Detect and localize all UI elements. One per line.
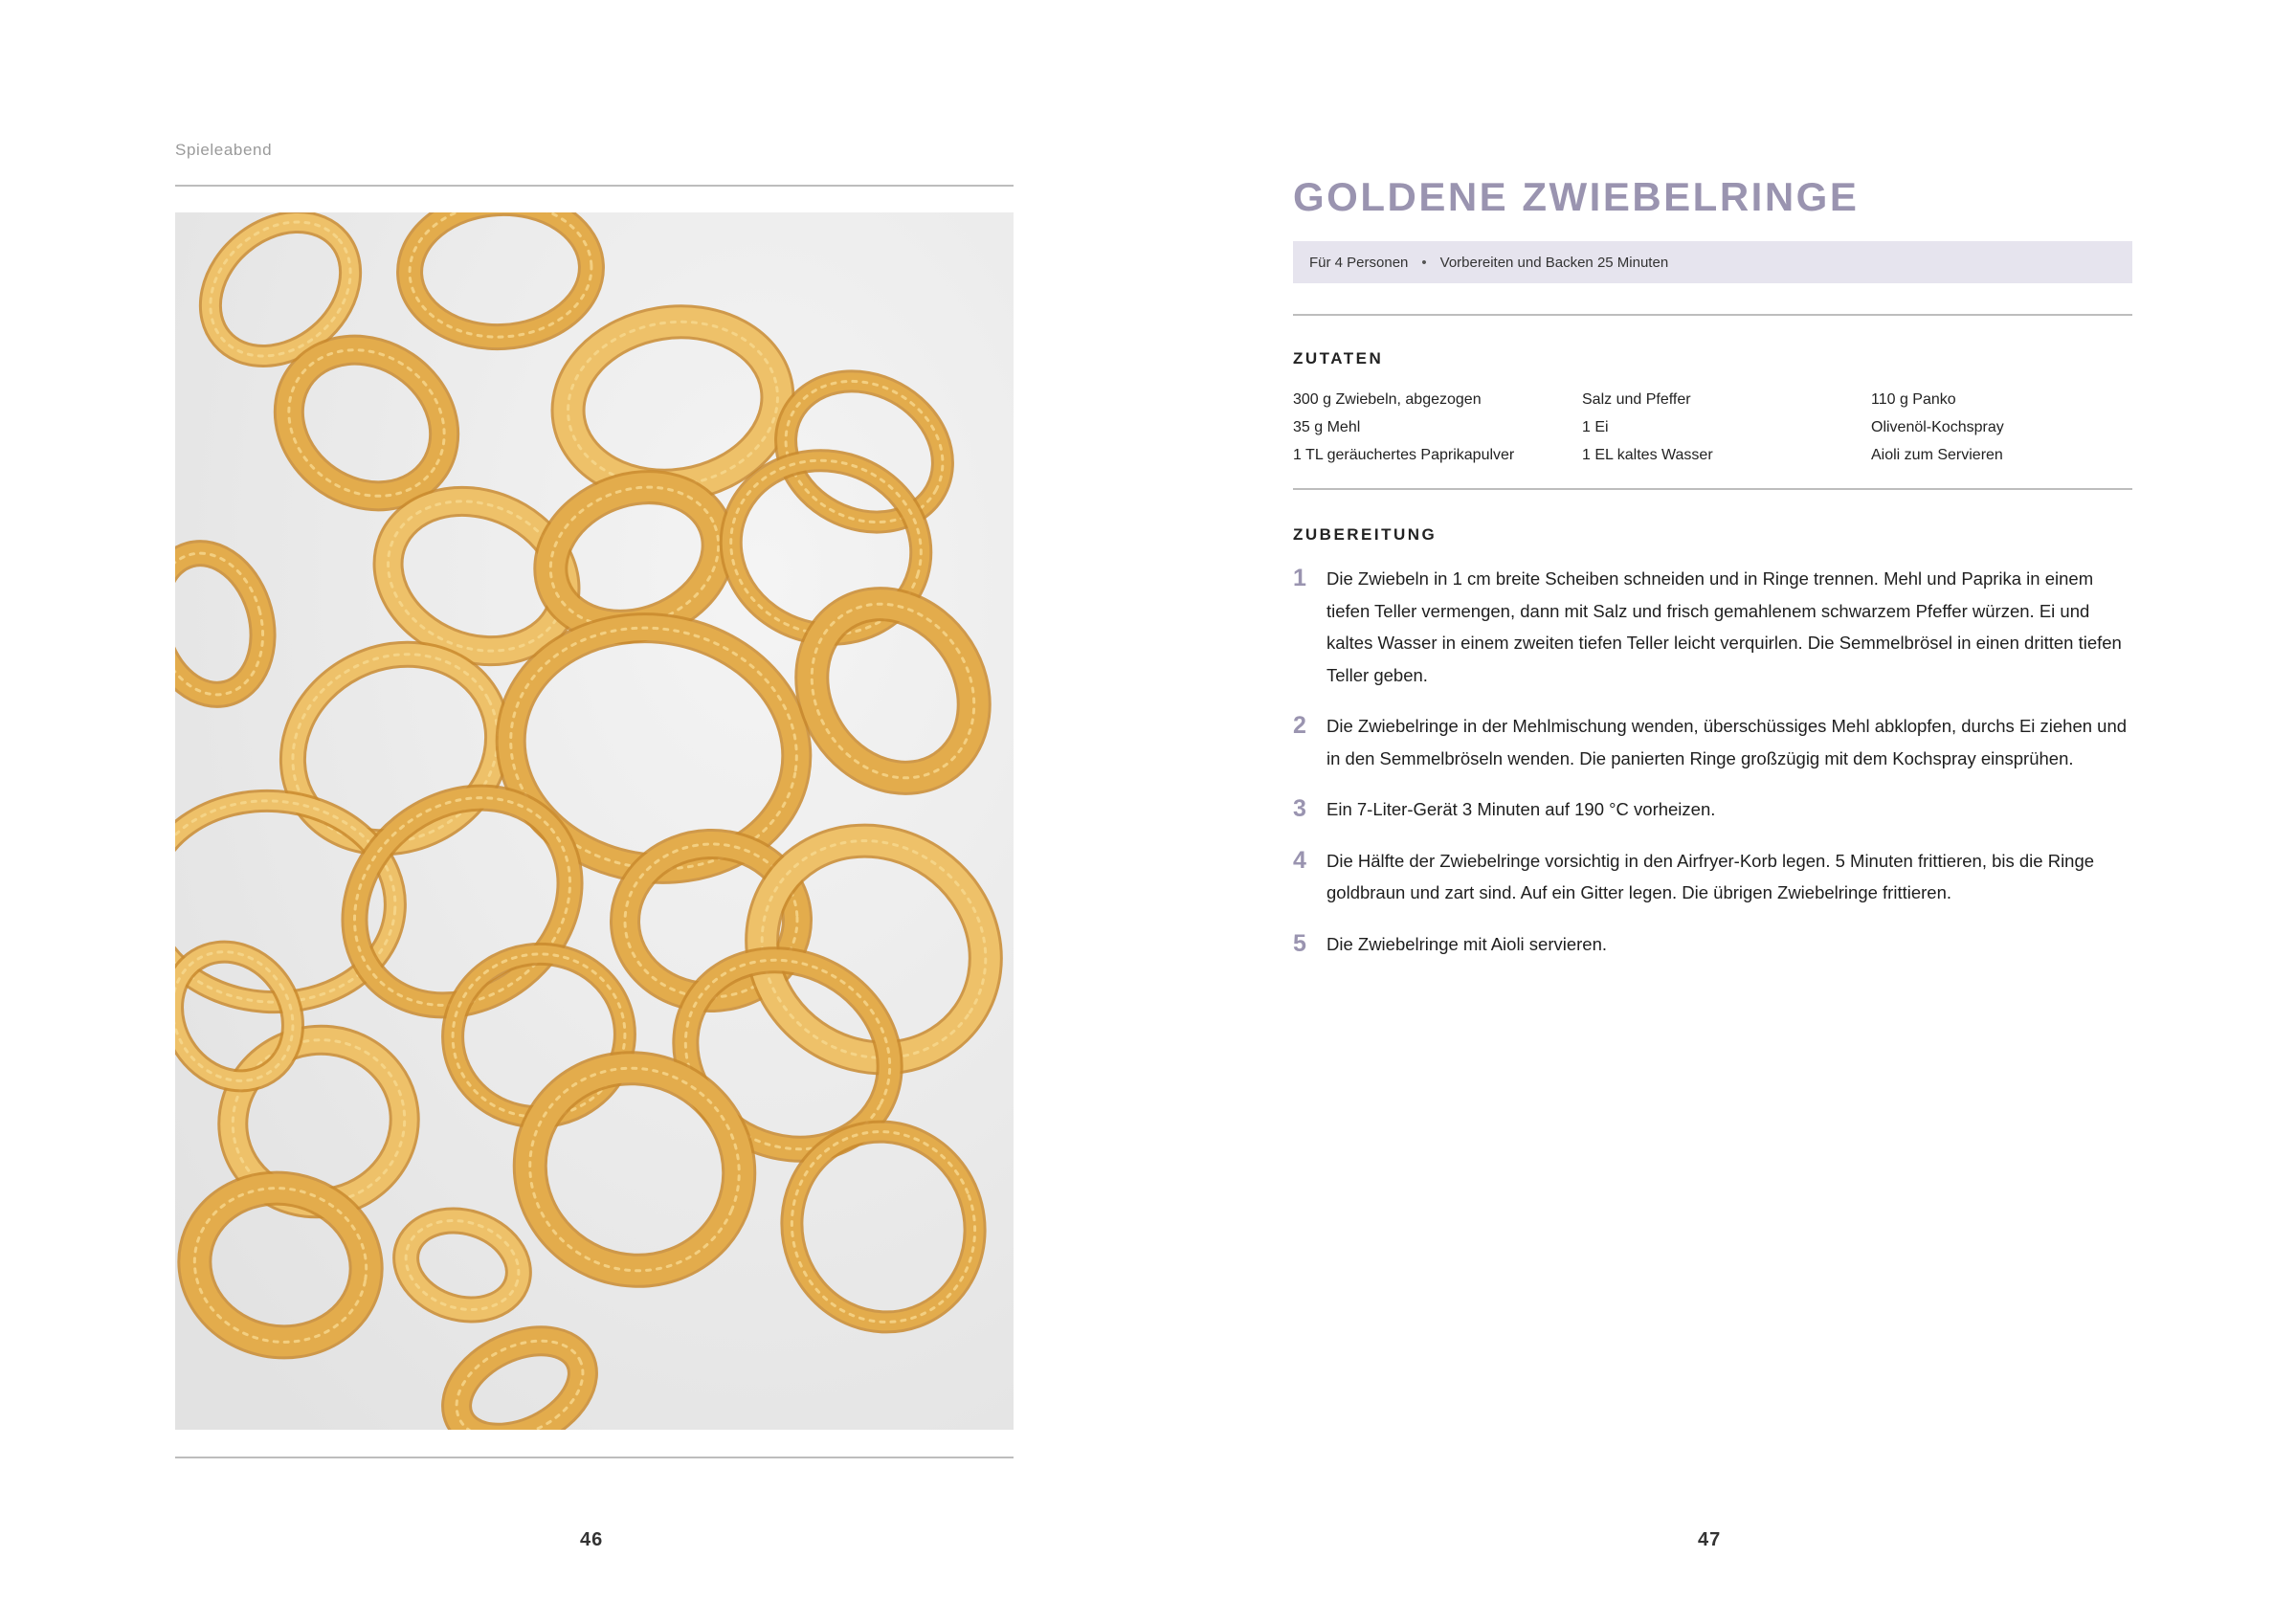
step-text: Ein 7-Liter-Gerät 3 Minuten auf 190 °C vorheizen.: [1326, 799, 1716, 819]
method-step: [1293, 845, 2135, 909]
ingredient-item: 1 Ei: [1582, 419, 1609, 435]
ingredient-item: Olivenöl-Kochspray: [1871, 419, 2004, 435]
onion-rings-illustration: [175, 212, 1014, 1430]
ingredient-item: Salz und Pfeffer: [1582, 391, 1691, 408]
step-number: 3: [1293, 795, 1306, 822]
ingredient-item: 1 TL geräuchertes Paprikapulver: [1293, 447, 1515, 463]
ingredients-column-2: [1582, 386, 1713, 469]
onion-rings-photo: [175, 212, 1014, 1430]
method-step: [1293, 928, 2135, 961]
page-number-left: 46: [580, 1529, 604, 1550]
step-number: 4: [1293, 846, 1306, 874]
ingredients-heading: ZUTATEN: [1293, 349, 1384, 367]
method-step: [1293, 563, 2135, 691]
step-text: Die Zwiebeln in 1 cm breite Scheiben schneiden und in Ringe trennen. Mehl und Paprika in einem tiefen Teller vermengen, dann mit Salz und frisch gemahlenem schwarzem Pfeffer würzen. Ei und kaltes Wasser in einem zweiten tiefen Teller leicht verquirlen. Die Semmelbrösel in einen dritten tiefen Teller geben.: [1326, 568, 2122, 685]
bottom-rule-left: [175, 1457, 1014, 1458]
step-number: 2: [1293, 712, 1306, 739]
recipe-title: GOLDENE ZWIEBELRINGE: [1293, 174, 1860, 219]
step-number: 1: [1293, 565, 1306, 591]
method-step: [1293, 793, 2135, 826]
time-text: Vorbereiten und Backen 25 Minuten: [1439, 254, 1669, 271]
servings-text: Für 4 Personen: [1309, 254, 1409, 271]
step-text: Die Hälfte der Zwiebelringe vorsichtig in den Airfryer-Korb legen. 5 Minuten frittieren, bis die Ringe goldbraun und zart sind. Auf ein Gitter legen. Die übrigen Zwiebelringe frittieren.: [1326, 850, 2095, 902]
info-separator: •: [1421, 254, 1427, 271]
step-text: Die Zwiebelringe in der Mehlmischung wenden, überschüssiges Mehl abklopfen, durchs Ei ziehen und in den Semmelbröseln wenden. Die panierten Ringe großzügig mit dem Kochspray einsprühen.: [1326, 716, 2128, 768]
step-text: Die Zwiebelringe mit Aioli servieren.: [1326, 933, 1608, 954]
top-rule-left: [175, 185, 1014, 187]
step-number: 5: [1293, 929, 1306, 957]
page-number-right: 47: [1698, 1529, 1722, 1550]
method-step: [1293, 710, 2135, 774]
ingredient-item: 110 g Panko: [1871, 391, 1956, 408]
rule-below-ingredients: [1293, 488, 2132, 490]
recipe-info-bar: [1293, 241, 2132, 283]
ingredient-item: 1 EL kaltes Wasser: [1582, 447, 1713, 463]
method-steps: [1293, 563, 2135, 979]
ingredient-item: 35 g Mehl: [1293, 419, 1361, 435]
running-head: Spieleabend: [175, 141, 273, 159]
ingredients-column-1: [1293, 386, 1514, 469]
ingredients-column-3: [1871, 386, 2004, 469]
ingredient-item: Aioli zum Servieren: [1871, 447, 2003, 463]
rule-above-ingredients: [1293, 314, 2132, 316]
method-heading: ZUBEREITUNG: [1293, 525, 1438, 544]
ingredient-item: 300 g Zwiebeln, abgezogen: [1293, 391, 1482, 408]
